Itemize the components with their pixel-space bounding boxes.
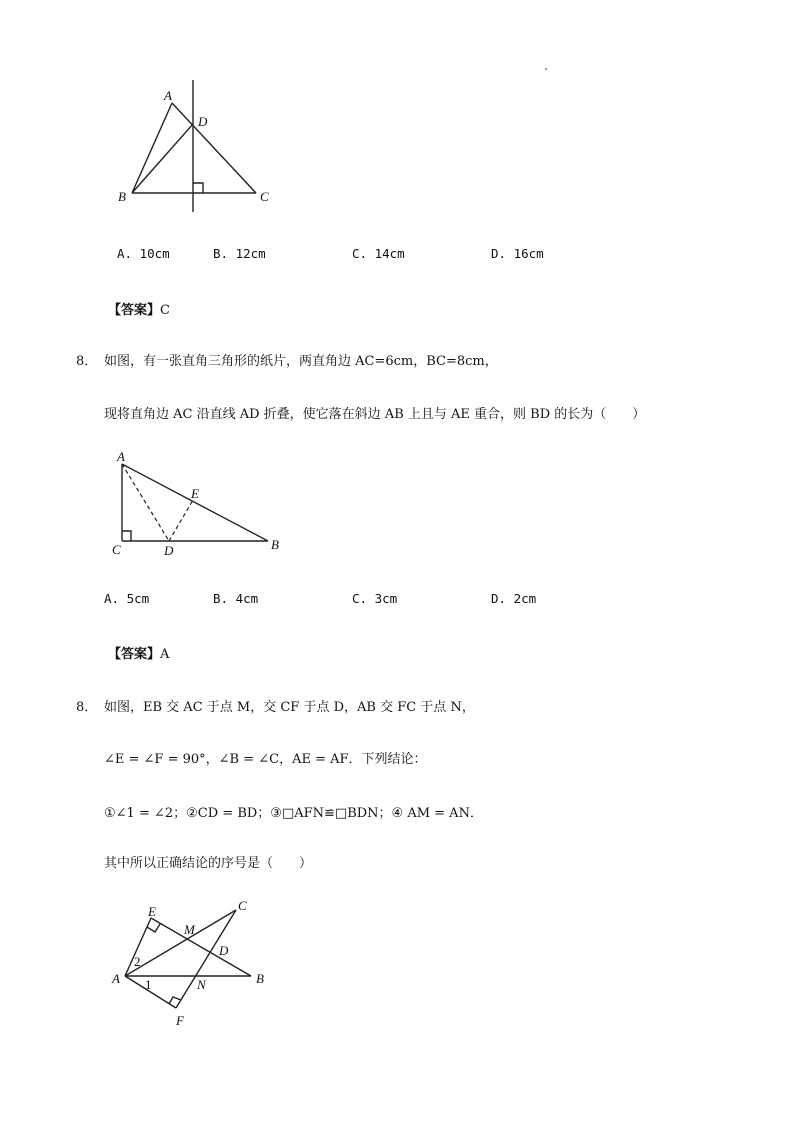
q8a-line1: 如图，有一张直角三角形的纸片，两直角边 AC=6cm，BC=8cm， [104,354,498,369]
fig2-label-b: B [271,537,279,552]
fig1-label-b: B [118,189,126,204]
q8b-line4: 其中所以正确结论的序号是（ ） [104,856,313,871]
answer-tag: 【答案】 [108,647,161,662]
q8a-option-c: C. 3cm [352,591,398,606]
fig3-label-n: N [197,977,206,992]
q8b-line2: ∠E = ∠F = 90°，∠B = ∠C，AE = AF．下列结论： [104,752,427,767]
fig3-label-one: 1 [145,977,152,992]
fig3-label-e: E [148,904,156,919]
fig3-label-b: B [256,971,264,986]
fig3-label-d: D [219,943,229,958]
fig2-label-a: A [117,449,125,464]
q7-option-c: C. 14cm [352,246,405,261]
fig2-label-c: C [112,542,121,557]
fig1-label-c: C [260,189,269,204]
fig1-label-d: D [198,114,208,129]
q8b-line1: 如图，EB 交 AC 于点 M，交 CF 于点 D，AB 交 FC 于点 N， [104,700,475,715]
fig3-label-f: F [176,1013,184,1028]
q7-option-b: B. 12cm [213,246,266,261]
fig3-label-a: A [112,971,120,986]
q8b-number: 8． [76,700,98,715]
q8a-option-a: A. 5cm [104,591,150,606]
answer-value: C [160,303,170,318]
fig1-label-a: A [164,88,172,103]
fig3-label-two: 2 [134,954,141,969]
q7-option-d: D. 16cm [491,246,544,261]
fig3-label-m: M [184,922,195,937]
fig2-label-d: D [164,543,174,558]
q8a-option-d: D. 2cm [491,591,537,606]
q8a-option-b: B. 4cm [213,591,259,606]
q8a-line2: 现将直角边 AC 沿直线 AD 折叠，使它落在斜边 AB 上且与 AE 重合，则 BD 的长为（ ） [104,407,646,422]
fig2-label-e: E [191,486,199,501]
answer-value: A [160,647,170,662]
fig3-label-c: C [238,898,247,913]
q7-option-a: A. 10cm [117,246,170,261]
answer-tag: 【答案】 [108,303,161,318]
q8b-line3: ①∠1 = ∠2；②CD = BD；③□AFN≌□BDN；④ AM = AN． [104,806,483,821]
q8a-number: 8． [76,354,98,369]
